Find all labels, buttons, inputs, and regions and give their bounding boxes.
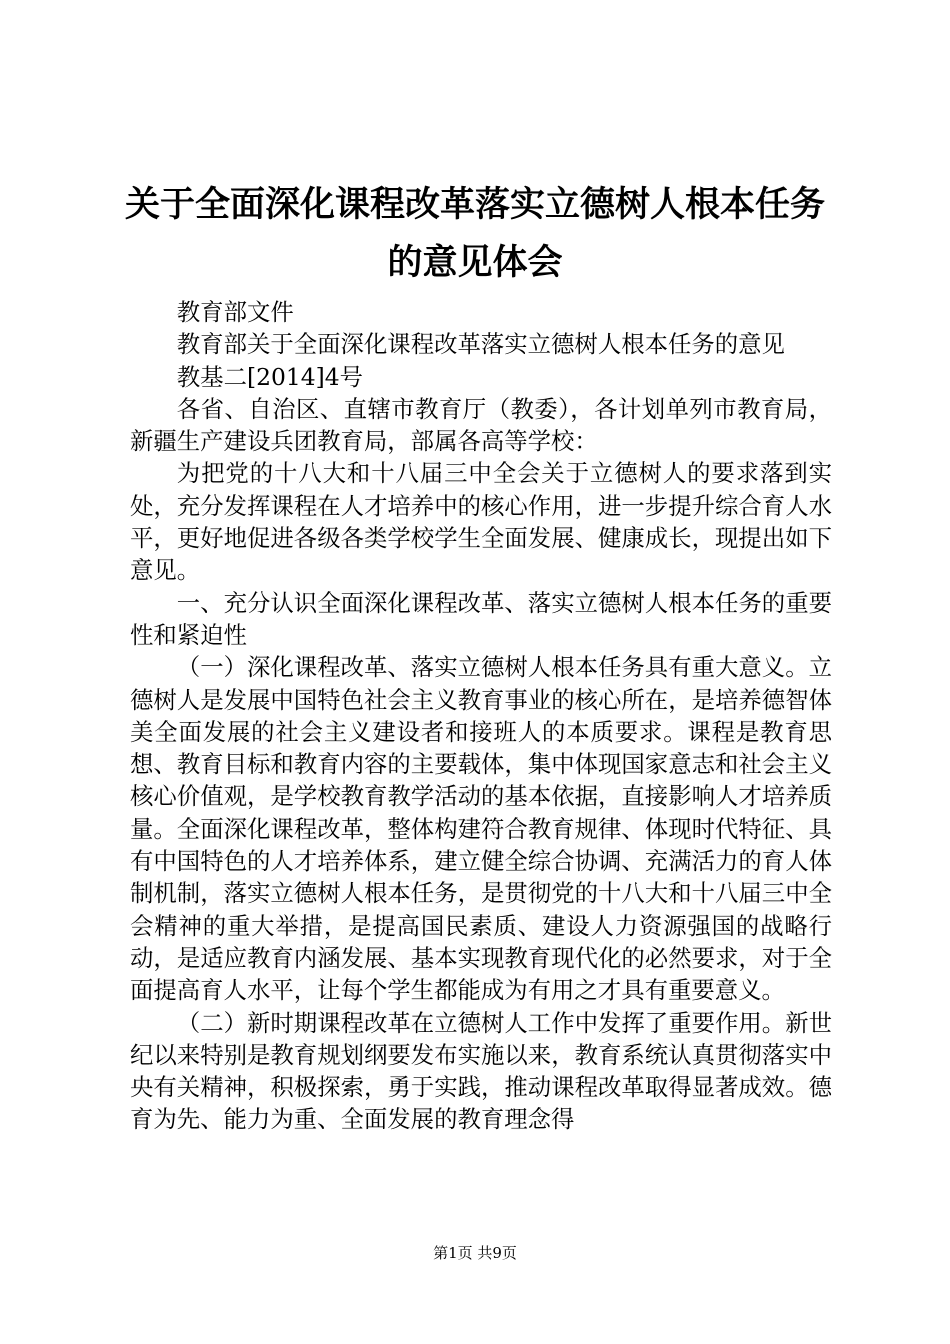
paragraph-document-name: 教育部关于全面深化课程改革落实立德树人根本任务的意见 <box>176 330 785 359</box>
title-line-1: 关于全面深化课程改革落实立德树人根本任务 <box>124 184 825 225</box>
document-title <box>120 176 830 292</box>
page-number-footer: 第1页 共9页 <box>433 1244 517 1262</box>
title-line-2: 的意见体会 <box>387 242 563 283</box>
document-body <box>130 296 832 1136</box>
paragraph-intro: 为把党的十八大和十八届三中全会关于立德树人的要求落到实处，充分发挥课程在人才培养中的核心作用，进一步提升综合育人水平，更好地促进各级各类学校学生全面发展、健康成长，现提出如下意见。 <box>130 459 832 585</box>
paragraph-recipients: 各省、自治区、直辖市教育厅（教委），各计划单列市教育局，新疆生产建设兵团教育局，部属各高等学校： <box>130 394 832 456</box>
section-heading-1: 一、充分认识全面深化课程改革、落实立德树人根本任务的重要性和紧迫性 <box>130 588 832 649</box>
paragraph-document-number: 教基二[2014]4号 <box>176 362 364 391</box>
paragraph-section-1-1: （一）深化课程改革、落实立德树人根本任务具有重大意义。立德树人是发展中国特色社会主义教育事业的核心所在，是培养德智体美全面发展的社会主义建设者和接班人的本质要求。课程是教育思想、教育目标和教育内容的主要载体，集中体现国家意志和社会主义核心价值观，是学校教育教学活动的基本依据，直接影响人才培养质量。全面深化课程改革，整体构建符合教育规律、体现时代特征、具有中国特色的人才培养体系，建立健全综合协调、充满活力的育人体制机制，落实立德树人根本任务，是贯彻党的十八大和十八届三中全会精神的重大举措，是提高国民素质、建设人力资源强国的战略行动，是适应教育内涵发展、基本实现教育现代化的必然要求，对于全面提高育人水平，让每个学生都能成为有用之才具有重要意义。 <box>130 653 832 1005</box>
paragraph-issuer: 教育部文件 <box>176 298 294 326</box>
paragraph-section-1-2: （二）新时期课程改革在立德树人工作中发挥了重要作用。新世纪以来特别是教育规划纲要发布实施以来，教育系统认真贯彻落实中央有关精神，积极探索，勇于实践，推动课程改革取得显著成效。德育为先、能力为重、全面发展的教育理念得 <box>130 1008 832 1134</box>
